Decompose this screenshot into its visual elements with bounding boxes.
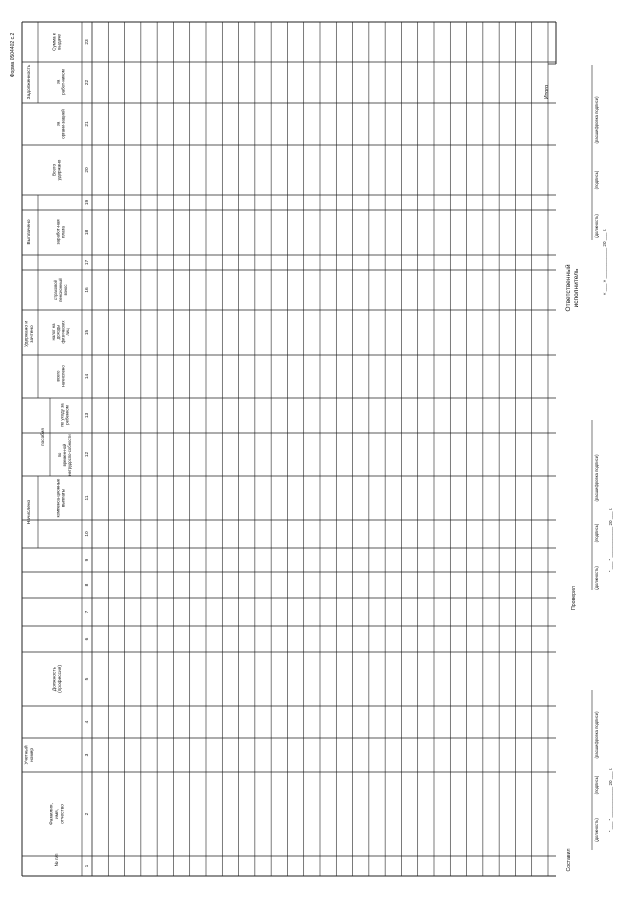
header-zarplata: заработ-наяплата <box>55 219 66 245</box>
column-number-8: 8 <box>85 583 90 587</box>
column-number-13: 13 <box>85 412 90 419</box>
header-netrud: повремен-нойнетрудоспо-собности <box>57 434 72 476</box>
column-number-18: 18 <box>85 229 90 236</box>
header-group-zadolzhennost: Задолженность <box>27 64 32 100</box>
column-number-21: 21 <box>85 121 90 127</box>
column-number-19: 19 <box>85 199 90 206</box>
proveril-label: Проверил <box>571 586 577 610</box>
column-number-5: 5 <box>85 677 90 681</box>
proveril-podpis: (подпись) <box>594 523 599 543</box>
sostavil-date: " ___ " ____________ 20 ___ г. <box>608 767 613 833</box>
header-group-posobiya: пособия <box>40 428 45 446</box>
column-number-14: 14 <box>85 373 90 380</box>
column-number-7: 7 <box>85 610 90 614</box>
table-grid <box>22 22 592 876</box>
column-number-6: 6 <box>85 637 90 641</box>
header-ndfl: налог надоходыфизическихлиц <box>50 320 71 344</box>
header-vsego-nach: всегоначислено <box>55 365 66 387</box>
otvet-dolzhnost: (должность) <box>594 214 599 238</box>
proveril-rasshifrovka: (расшифровка подписи) <box>594 454 599 502</box>
otvet-rasshifrovka: (расшифровка подписи) <box>594 96 599 144</box>
column-number-22: 22 <box>85 79 90 86</box>
otvet-date: « ___ » ____________ 20 ___ г. <box>602 228 607 296</box>
header-group-vyplacheno: Выплачено <box>27 219 32 245</box>
column-number-11: 11 <box>85 495 90 501</box>
column-number-1: 1 <box>85 864 90 868</box>
column-number-15: 15 <box>85 329 90 336</box>
form-number: Форма 0504402 с.2 <box>10 32 16 78</box>
proveril-date: " ___ " ____________ 20 ___ г. <box>608 507 613 573</box>
column-number-3: 3 <box>85 753 90 757</box>
sostavil-podpis: (подпись) <box>594 775 599 795</box>
total-label: Итого <box>544 84 550 100</box>
column-number-2: 2 <box>85 812 90 816</box>
header-group-uderzhano: Удержано изачтено <box>24 320 35 348</box>
otvet-podpis: (подпись) <box>594 170 599 190</box>
otvetstvenny-label: Ответственныйисполнитель <box>565 264 580 312</box>
sostavil-dolzhnost: (должность) <box>594 818 599 842</box>
header-uhod: по уходу заребенком <box>59 403 70 427</box>
header-summa: Сумма квыдаче <box>51 33 62 51</box>
header-za-rab: заработ-ником <box>55 69 66 95</box>
column-number-17: 17 <box>85 259 90 266</box>
header-za-org: заоргани-зацией <box>55 109 66 139</box>
column-number-12: 12 <box>85 451 90 458</box>
column-number-9: 9 <box>85 558 90 562</box>
column-number-16: 16 <box>85 287 90 293</box>
header-kompens: компенса-ционныевыплаты <box>55 478 66 518</box>
column-number-10: 10 <box>85 531 90 537</box>
sostavil-label: Составил <box>566 848 572 872</box>
header-strah: страховойпенсионныйвзнос <box>53 278 68 302</box>
sostavil-rasshifrovka: (расшифровка подписи) <box>594 711 599 759</box>
header-uchetny: Учетныйномер <box>24 745 35 765</box>
column-number-4: 4 <box>85 720 90 724</box>
proveril-dolzhnost: (должность) <box>594 566 599 590</box>
header-vsego-ud: Всегоудержано <box>51 159 62 181</box>
table-labels <box>10 32 613 871</box>
column-number-20: 20 <box>85 167 90 173</box>
header-group-nachisleno: Начислено <box>27 499 32 525</box>
header-fio: Фамилия,имя,отчество <box>49 803 66 825</box>
header-dolzhnost: Должность(профессия) <box>52 665 63 693</box>
column-number-23: 23 <box>85 39 90 45</box>
header-num: № п/п <box>55 853 60 867</box>
